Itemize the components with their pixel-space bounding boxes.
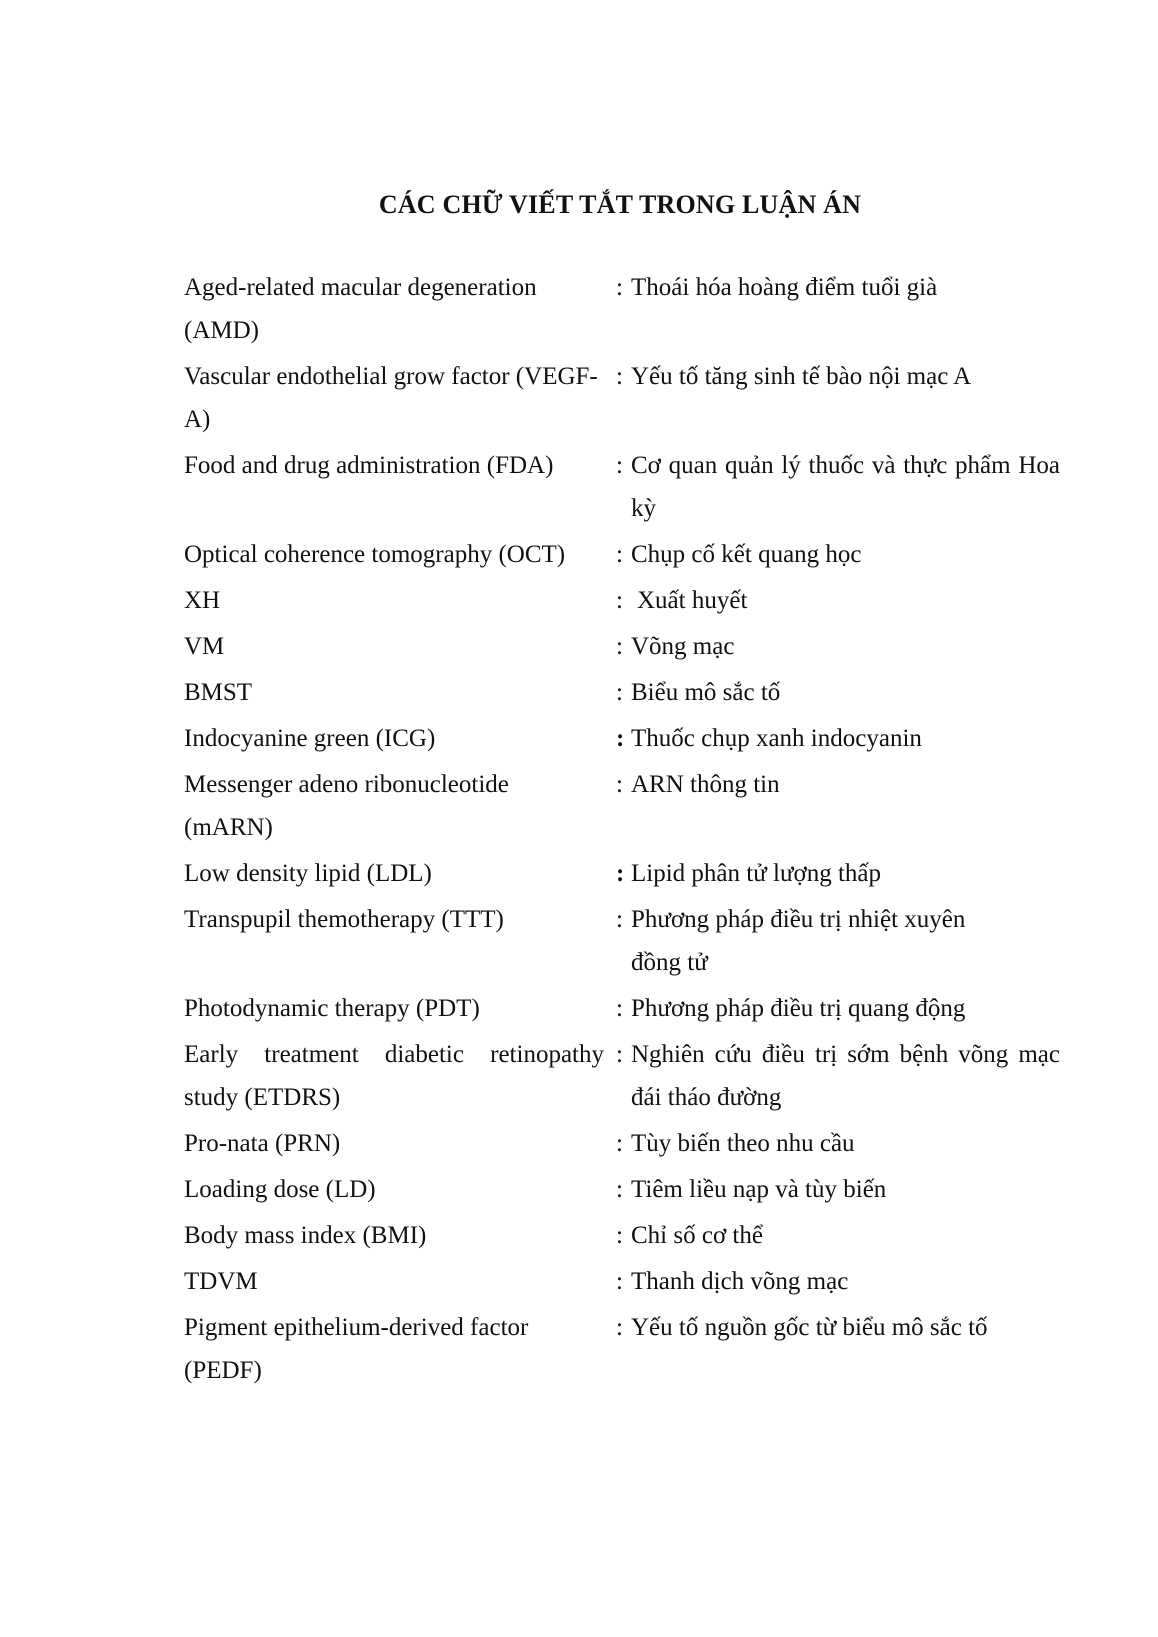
- abbreviation-term: Loading dose (LD): [184, 1176, 376, 1203]
- abbreviation-term: Vascular endothelial grow factor (VEGF-A): [184, 363, 598, 433]
- abbreviation-term: Transpupil themotherapy (TTT): [184, 906, 504, 933]
- abbreviation-definition: Tiêm liều nạp và tùy biến: [631, 1176, 887, 1203]
- separator-colon: :: [616, 1222, 623, 1249]
- abbreviation-term: Messenger adeno ribonucleotide (mARN): [184, 771, 509, 841]
- abbreviation-row-ttt: [184, 898, 1060, 984]
- abbreviation-term: Pro-nata (PRN): [184, 1130, 341, 1157]
- abbreviation-row-icg: [184, 717, 1060, 760]
- abbreviation-definition: Yếu tố tăng sinh tế bào nội mạc A: [631, 363, 972, 390]
- separator-colon: :: [616, 906, 623, 933]
- abbreviation-row-etdrs: [184, 1033, 1060, 1119]
- separator-colon: :: [616, 541, 623, 568]
- abbreviation-row-bmi: [184, 1214, 1060, 1257]
- separator-colon: :: [616, 1268, 623, 1295]
- abbreviation-term: Low density lipid (LDL): [184, 860, 432, 887]
- abbreviation-term: Pigment epithelium-derived factor (PEDF): [184, 1314, 529, 1384]
- abbreviation-term: Indocyanine green (ICG): [184, 725, 436, 752]
- abbreviation-row-pdt: [184, 987, 1060, 1030]
- abbreviation-term: BMST: [184, 679, 253, 706]
- abbreviation-definition: Thuốc chụp xanh indocyanin: [631, 725, 922, 752]
- abbreviation-definition: Thoái hóa hoàng điểm tuổi già: [631, 274, 938, 301]
- abbreviation-definition: Biểu mô sắc tố: [631, 679, 781, 706]
- abbreviation-definition: Yếu tố nguồn gốc từ biểu mô sắc tố: [631, 1314, 988, 1341]
- abbreviation-definition: Võng mạc: [631, 633, 735, 660]
- abbreviation-list: [184, 266, 1060, 1395]
- abbreviation-definition: Phương pháp điều trị quang động: [631, 995, 966, 1022]
- abbreviation-row-amd: [184, 266, 1060, 352]
- abbreviation-row-ldl: [184, 852, 1060, 895]
- abbreviation-term: Food and drug administration (FDA): [184, 452, 554, 479]
- abbreviation-definition: Nghiên cứu điều trị sớm bệnh võng mạc đái tháo đường: [631, 1041, 1060, 1111]
- abbreviation-term: Early treatment diabetic retinopathy study (ETDRS): [184, 1041, 604, 1111]
- separator-colon: :: [616, 679, 623, 706]
- abbreviation-definition: Xuất huyết: [637, 587, 748, 614]
- abbreviation-row-vm: [184, 625, 1060, 668]
- separator-colon: :: [616, 1176, 623, 1203]
- separator-colon: :: [616, 860, 625, 887]
- abbreviation-definition: Phương pháp điều trị nhiệt xuyên đồng tử: [631, 906, 966, 976]
- separator-colon: :: [616, 1314, 623, 1341]
- separator-colon: :: [616, 1130, 623, 1157]
- abbreviation-row-vegf-a: [184, 355, 1060, 441]
- abbreviation-row-tdvm: [184, 1260, 1060, 1303]
- abbreviation-term: TDVM: [184, 1268, 258, 1295]
- abbreviation-row-prn: [184, 1122, 1060, 1165]
- separator-colon: :: [616, 363, 623, 390]
- separator-colon: :: [616, 771, 623, 798]
- abbreviation-term: Aged-related macular degeneration (AMD): [184, 274, 537, 344]
- abbreviation-term: Body mass index (BMI): [184, 1222, 427, 1249]
- abbreviation-term: Optical coherence tomography (OCT): [184, 541, 566, 568]
- abbreviation-term: VM: [184, 633, 225, 660]
- abbreviation-term: Photodynamic therapy (PDT): [184, 995, 480, 1022]
- separator-colon: :: [616, 274, 623, 301]
- page-title: CÁC CHỮ VIẾT TẮT TRONG LUẬN ÁN: [378, 190, 862, 219]
- abbreviation-row-fda: [184, 444, 1060, 530]
- abbreviation-row-xh: [184, 579, 1060, 622]
- separator-colon: :: [616, 452, 623, 479]
- abbreviation-row-bmst: [184, 671, 1060, 714]
- abbreviation-definition: ARN thông tin: [631, 771, 780, 798]
- separator-colon: :: [616, 995, 623, 1022]
- separator-colon: :: [616, 1041, 623, 1068]
- abbreviation-definition: Cơ quan quản lý thuốc và thực phẩm Hoa kỳ: [631, 452, 1060, 522]
- separator-colon: :: [616, 725, 625, 752]
- abbreviation-row-pedf: [184, 1306, 1060, 1392]
- abbreviation-row-marn: [184, 763, 1060, 849]
- abbreviation-row-ld: [184, 1168, 1060, 1211]
- abbreviation-definition: Chỉ số cơ thể: [631, 1222, 763, 1249]
- abbreviation-definition: Chụp cố kết quang học: [631, 541, 862, 568]
- separator-colon: :: [616, 587, 623, 614]
- separator-colon: :: [616, 633, 623, 660]
- abbreviation-definition: Thanh dịch võng mạc: [631, 1268, 849, 1295]
- abbreviation-definition: Tùy biến theo nhu cầu: [631, 1130, 855, 1157]
- abbreviation-term: XH: [184, 587, 221, 614]
- abbreviation-definition: Lipid phân tử lượng thấp: [631, 860, 882, 887]
- abbreviation-row-oct: [184, 533, 1060, 576]
